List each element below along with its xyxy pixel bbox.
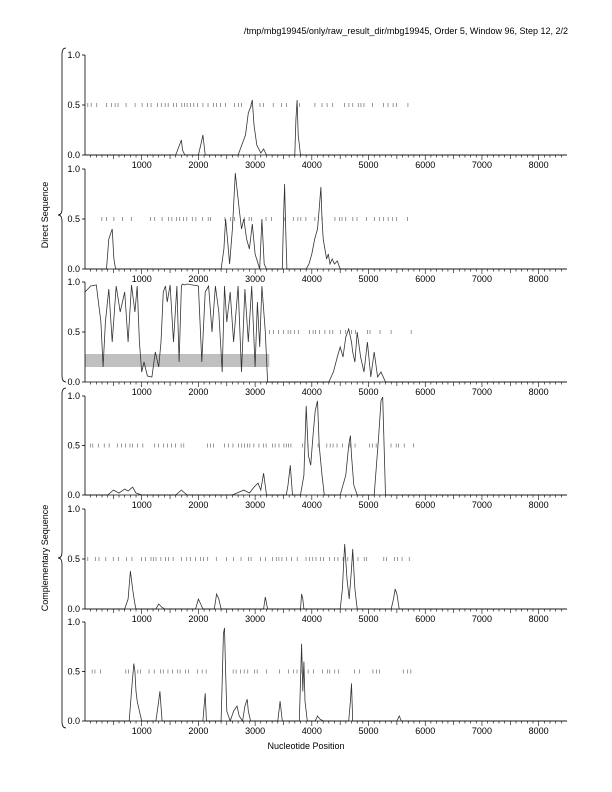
marker-band — [269, 330, 411, 334]
complementary-sequence-group — [40, 388, 66, 728]
group-brace — [58, 48, 66, 382]
x-tick-label: 8000 — [528, 274, 549, 284]
x-tick-label: 7000 — [471, 500, 492, 510]
x-tick-label: 1000 — [131, 500, 152, 510]
x-tick-label: 8000 — [528, 160, 549, 170]
marker-band — [102, 217, 408, 221]
y-tick-label: 1.0 — [67, 50, 80, 60]
series-line — [85, 100, 567, 155]
y-tick-label: 0.0 — [67, 604, 80, 614]
series-line — [85, 544, 567, 609]
series-line — [85, 628, 567, 721]
x-tick-label: 5000 — [358, 614, 379, 624]
chart-panel-6 — [67, 617, 567, 736]
x-tick-label: 8000 — [528, 614, 549, 624]
x-tick-label: 5000 — [358, 274, 379, 284]
x-tick-label: 1000 — [131, 387, 152, 397]
x-tick-label: 8000 — [528, 500, 549, 510]
x-tick-label: 2000 — [188, 274, 209, 284]
x-tick-label: 1000 — [131, 726, 152, 736]
y-tick-label: 1.0 — [67, 164, 80, 174]
x-tick-label: 7000 — [471, 726, 492, 736]
x-tick-label: 5000 — [358, 726, 379, 736]
x-tick-label: 3000 — [245, 387, 266, 397]
direct-sequence-group — [40, 48, 66, 382]
marker-band — [92, 670, 411, 674]
group-label: Complementary Sequence — [40, 504, 50, 612]
y-tick-label: 0.5 — [67, 440, 80, 451]
marker-band — [88, 557, 409, 561]
x-tick-label: 8000 — [528, 726, 549, 736]
x-tick-label: 8000 — [528, 387, 549, 397]
chart-panel-4 — [67, 391, 567, 510]
figure-header: /tmp/mbg19945/only/raw_result_dir/mbg19945, Order 5, Window 96, Step 12, 2/2 — [243, 26, 568, 36]
chart-panel-3 — [67, 277, 567, 397]
y-tick-label: 1.0 — [67, 277, 80, 287]
marker-band — [88, 103, 408, 107]
x-tick-label: 4000 — [301, 160, 322, 170]
x-tick-label: 3000 — [245, 274, 266, 284]
x-tick-label: 6000 — [415, 614, 436, 624]
chart-panel-5 — [67, 504, 567, 624]
x-tick-label: 2000 — [188, 160, 209, 170]
x-tick-label: 6000 — [415, 500, 436, 510]
x-tick-label: 6000 — [415, 274, 436, 284]
x-tick-label: 7000 — [471, 160, 492, 170]
x-tick-label: 6000 — [415, 726, 436, 736]
marker-band — [90, 444, 413, 448]
y-tick-label: 0.0 — [67, 377, 80, 387]
y-tick-label: 1.0 — [67, 617, 80, 627]
series-line — [85, 397, 567, 495]
chart-panel-1 — [67, 50, 567, 170]
x-tick-label: 1000 — [131, 614, 152, 624]
x-tick-label: 3000 — [245, 160, 266, 170]
x-tick-label: 1000 — [131, 160, 152, 170]
x-tick-label: 1000 — [131, 274, 152, 284]
x-tick-label: 4000 — [301, 614, 322, 624]
x-tick-label: 5000 — [358, 160, 379, 170]
x-axis-title: Nucleotide Position — [267, 741, 345, 751]
y-tick-label: 0.5 — [67, 554, 80, 564]
x-tick-label: 2000 — [188, 500, 209, 510]
x-tick-label: 4000 — [301, 500, 322, 510]
group-label: Direct Sequence — [40, 181, 50, 249]
x-tick-label: 2000 — [188, 726, 209, 736]
x-tick-label: 7000 — [471, 387, 492, 397]
x-tick-label: 6000 — [415, 160, 436, 170]
y-tick-label: 0.5 — [67, 666, 80, 677]
x-tick-label: 6000 — [415, 387, 436, 397]
y-tick-label: 0.0 — [67, 716, 80, 726]
x-tick-label: 3000 — [245, 726, 266, 736]
x-tick-label: 5000 — [358, 500, 379, 510]
y-tick-label: 1.0 — [67, 391, 80, 401]
x-tick-label: 7000 — [471, 274, 492, 284]
y-tick-label: 0.0 — [67, 264, 80, 274]
y-tick-label: 0.0 — [67, 490, 80, 500]
x-tick-label: 4000 — [301, 387, 322, 397]
series-line — [85, 284, 567, 382]
y-tick-label: 0.5 — [67, 327, 80, 337]
x-tick-label: 4000 — [301, 274, 322, 284]
y-tick-label: 0.5 — [67, 100, 80, 110]
x-tick-label: 2000 — [188, 614, 209, 624]
x-tick-label: 2000 — [188, 387, 209, 397]
group-brace — [58, 388, 66, 728]
x-tick-label: 3000 — [245, 500, 266, 510]
x-tick-label: 3000 — [245, 614, 266, 624]
x-tick-label: 4000 — [301, 726, 322, 736]
x-tick-label: 7000 — [471, 614, 492, 624]
chart-panel-2 — [67, 164, 567, 284]
y-tick-label: 1.0 — [67, 504, 80, 514]
series-line — [85, 173, 567, 269]
y-tick-label: 0.5 — [67, 214, 80, 224]
y-tick-label: 0.0 — [67, 150, 80, 160]
x-tick-label: 5000 — [358, 387, 379, 397]
